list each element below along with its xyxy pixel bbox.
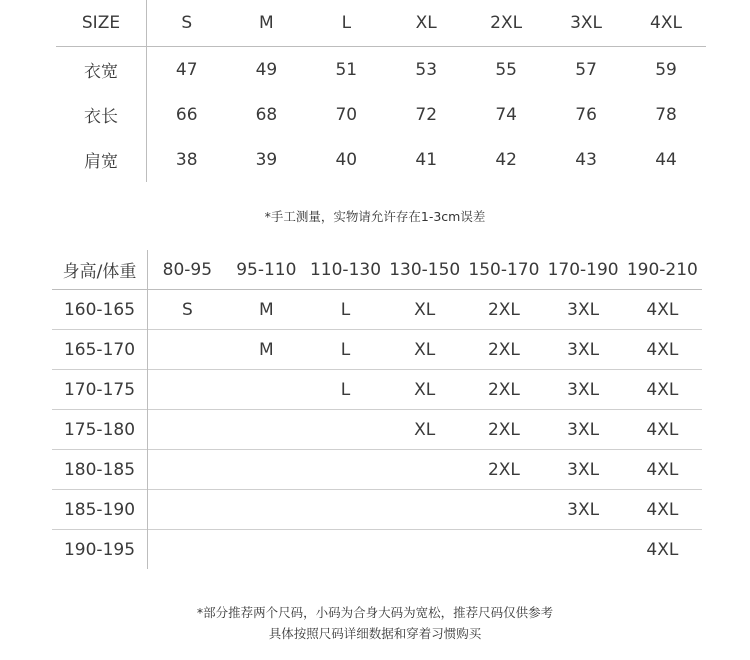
table-cell: 72 <box>415 104 438 125</box>
table-cell: 53 <box>415 59 438 80</box>
table-cell: 44 <box>655 149 677 170</box>
table-row <box>52 450 702 490</box>
table-cell: 42 <box>495 149 517 170</box>
size-row-shoulder <box>56 137 706 182</box>
table-cell: 41 <box>415 149 438 170</box>
table-cell <box>227 450 306 490</box>
table-cell: 51 <box>335 59 358 80</box>
table-cell: M <box>258 339 274 360</box>
size-header-cell: M <box>226 0 306 47</box>
size-row-chest <box>56 47 706 93</box>
size-table-header <box>56 0 706 47</box>
table-cell: L <box>340 339 351 360</box>
fit-header-label: 身高/体重 <box>52 250 148 290</box>
table-cell <box>148 490 227 530</box>
table-cell: 3XL <box>567 339 600 360</box>
measurement-note: *手工测量，实物请允许存在1-3cm误差 <box>264 209 486 224</box>
table-cell: M <box>258 299 274 320</box>
size-header-cell: L <box>306 0 386 47</box>
fit-header-cell: 80-95 <box>162 259 213 280</box>
table-cell <box>385 490 464 530</box>
table-cell: 43 <box>575 149 597 170</box>
table-row <box>52 370 702 410</box>
table-cell: 2XL <box>487 299 520 320</box>
table-cell <box>227 370 306 410</box>
row-label: 肩宽 <box>56 137 147 182</box>
table-cell: 70 <box>335 104 358 125</box>
size-header-cell: 3XL <box>546 0 626 47</box>
fit-header-cell: 170-190 <box>547 259 619 280</box>
size-header-cell: XL <box>386 0 466 47</box>
table-cell <box>148 370 227 410</box>
row-label: 170-175 <box>52 370 148 410</box>
table-cell <box>464 530 543 570</box>
table-cell <box>227 530 306 570</box>
recommendation-note-line-1: *部分推荐两个尺码，小码为合身大码为宽松，推荐尺码仅供参考 <box>196 605 554 620</box>
table-cell: S <box>181 299 193 320</box>
table-cell: 55 <box>495 59 517 80</box>
fit-header-cell: 95-110 <box>236 259 297 280</box>
size-measurement-table <box>56 0 706 182</box>
table-cell: 3XL <box>567 459 600 480</box>
table-cell: 57 <box>575 59 597 80</box>
row-label: 175-180 <box>52 410 148 450</box>
fit-header-cell: 130-150 <box>389 259 461 280</box>
table-cell: 4XL <box>646 339 679 360</box>
size-header-cell: S <box>147 0 227 47</box>
fit-header-cell: 110-130 <box>309 259 382 280</box>
table-cell: XL <box>414 299 436 320</box>
table-cell <box>148 410 227 450</box>
fit-table-header <box>52 250 702 290</box>
row-label: 190-195 <box>52 530 148 570</box>
row-label: 衣宽 <box>56 47 147 93</box>
table-cell: L <box>340 379 351 400</box>
table-cell: 78 <box>655 104 677 125</box>
table-cell: 3XL <box>567 299 600 320</box>
table-cell: XL <box>414 419 436 440</box>
row-label: 180-185 <box>52 450 148 490</box>
table-cell: 4XL <box>646 459 679 480</box>
size-recommendation-table <box>52 250 702 569</box>
table-cell: 2XL <box>487 379 520 400</box>
recommendation-note <box>0 602 750 644</box>
table-cell: 76 <box>575 104 597 125</box>
table-cell: 4XL <box>646 379 679 400</box>
table-cell: 3XL <box>567 379 600 400</box>
size-row-length <box>56 92 706 137</box>
table-row <box>52 490 702 530</box>
table-cell: 66 <box>175 104 198 125</box>
table-row <box>52 410 702 450</box>
table-cell: 74 <box>495 104 517 125</box>
table-cell: 47 <box>175 59 198 80</box>
table-cell <box>464 490 543 530</box>
table-cell: 59 <box>655 59 677 80</box>
table-cell <box>385 450 464 490</box>
table-cell <box>148 330 227 370</box>
size-header-label: SIZE <box>56 0 147 47</box>
table-cell: 3XL <box>567 419 600 440</box>
table-cell: 4XL <box>646 299 679 320</box>
table-cell: 40 <box>335 149 358 170</box>
table-cell <box>306 450 385 490</box>
size-header-cell: 2XL <box>466 0 546 47</box>
table-cell <box>544 530 623 570</box>
table-cell: 4XL <box>646 499 679 520</box>
table-cell: 3XL <box>567 499 600 520</box>
size-header-cell: 4XL <box>626 0 706 47</box>
table-cell <box>306 530 385 570</box>
table-cell: 2XL <box>487 459 520 480</box>
row-label: 160-165 <box>52 290 148 330</box>
fit-header-cell: 150-170 <box>468 259 540 280</box>
table-cell: 2XL <box>487 339 520 360</box>
table-cell: 39 <box>255 149 278 170</box>
table-cell <box>385 530 464 570</box>
row-label: 衣长 <box>56 92 147 137</box>
table-cell: XL <box>414 339 436 360</box>
table-cell <box>306 490 385 530</box>
row-label: 165-170 <box>52 330 148 370</box>
table-cell: 38 <box>175 149 198 170</box>
recommendation-note-line-2: 具体按照尺码详细数据和穿着习惯购买 <box>268 626 482 641</box>
table-row <box>52 530 702 570</box>
table-cell <box>227 490 306 530</box>
table-cell <box>148 530 227 570</box>
table-cell: L <box>340 299 351 320</box>
table-cell: 2XL <box>487 419 520 440</box>
table-cell: XL <box>414 379 436 400</box>
table-row <box>52 290 702 330</box>
table-cell: 4XL <box>646 419 679 440</box>
table-cell <box>306 410 385 450</box>
row-label: 185-190 <box>52 490 148 530</box>
table-row <box>52 330 702 370</box>
fit-header-cell: 190-210 <box>626 259 698 280</box>
table-cell <box>227 410 306 450</box>
table-cell: 68 <box>255 104 278 125</box>
table-cell: 4XL <box>646 539 679 560</box>
table-cell: 49 <box>255 59 278 80</box>
table-cell <box>148 450 227 490</box>
